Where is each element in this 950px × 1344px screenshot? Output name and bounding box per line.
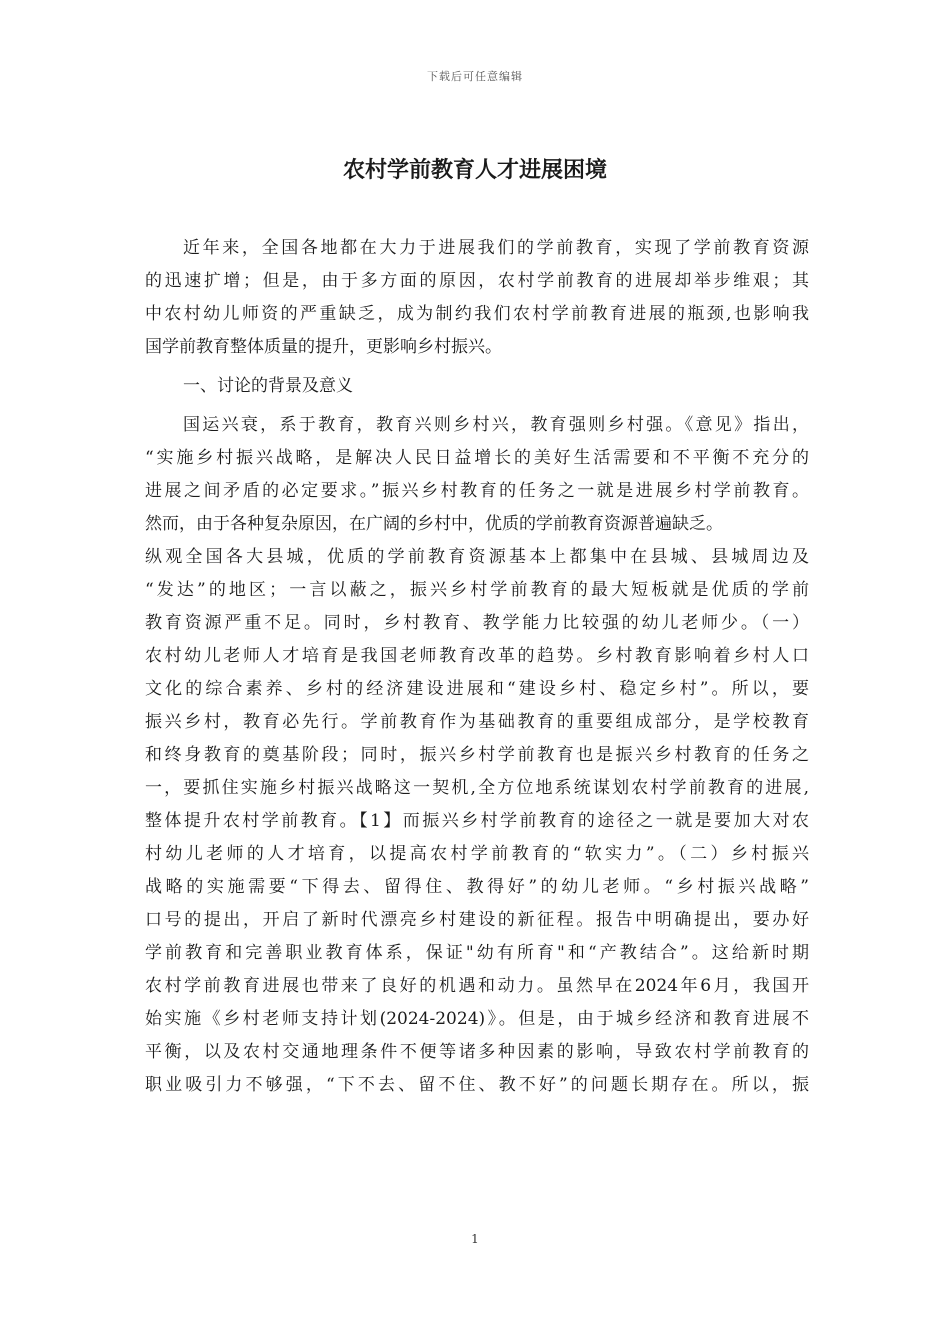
body-line: 战略的实施需要“下得去、留得住、教得好”的幼儿老师。“乡村振兴战略” bbox=[145, 877, 809, 897]
intro-line: 中农村幼儿师资的严重缺乏，成为制约我们农村学前教育进展的瓶颈,也影响我 bbox=[145, 304, 809, 324]
body-line: 教育资源严重不足。同时，乡村教育、教学能力比较强的幼儿老师少。（一） bbox=[145, 613, 809, 633]
intro-line: 的迅速扩增；但是，由于多方面的原因，农村学前教育的进展却举步维艰；其 bbox=[145, 271, 809, 291]
body-line: 纵观全国各大县城，优质的学前教育资源基本上都集中在县城、县城周边及 bbox=[145, 547, 809, 567]
header-note: 下载后可任意编辑 bbox=[427, 70, 523, 83]
body-line: “实施乡村振兴战略，是解决人民日益增长的美好生活需要和不平衡不充分的 bbox=[145, 448, 809, 468]
body-line: 平衡，以及农村交通地理条件不便等诸多种因素的影响，导致农村学前教育的 bbox=[145, 1042, 809, 1062]
body-line: 进展之间矛盾的必定要求。”振兴乡村教育的任务之一就是进展乡村学前教育。 bbox=[145, 481, 809, 501]
document-title: 农村学前教育人才进展困境 bbox=[342, 158, 607, 183]
section-heading: 一、讨论的背景及意义 bbox=[183, 376, 353, 396]
intro-line: 近年来，全国各地都在大力于进展我们的学前教育，实现了学前教育资源 bbox=[183, 238, 809, 258]
body-line: 国运兴衰，系于教育，教育兴则乡村兴，教育强则乡村强。《意见》指出， bbox=[183, 415, 809, 435]
document-body bbox=[145, 232, 809, 1102]
body-line: 和终身教育的奠基阶段；同时，振兴乡村学前教育也是振兴乡村教育的任务之 bbox=[145, 745, 809, 765]
body-line: 农村学前教育进展也带来了良好的机遇和动力。虽然早在2024年6月，我国开 bbox=[145, 976, 809, 996]
body-line: 职业吸引力不够强，“下不去、留不住、教不好”的问题长期存在。所以，振 bbox=[145, 1075, 809, 1095]
body-line: 村幼儿老师的人才培育，以提高农村学前教育的“软实力”。（二）乡村振兴 bbox=[145, 844, 809, 864]
body-line: “发达”的地区；一言以蔽之，振兴乡村学前教育的最大短板就是优质的学前 bbox=[145, 580, 809, 600]
body-line: 一，要抓住实施乡村振兴战略这一契机,全方位地系统谋划农村学前教育的进展, bbox=[145, 778, 809, 798]
page-number: 1 bbox=[471, 1232, 479, 1246]
body-line: 整体提升农村学前教育。【1】而振兴乡村学前教育的途径之一就是要加大对农 bbox=[145, 811, 809, 831]
body-line: 然而，由于各种复杂原因，在广阔的乡村中，优质的学前教育资源普遍缺乏。 bbox=[145, 514, 723, 534]
body-line: 文化的综合素养、乡村的经济建设进展和“建设乡村、稳定乡村”。所以，要 bbox=[145, 679, 809, 699]
body-line: 学前教育和完善职业教育体系，保证"幼有所育"和“产教结合”。这给新时期 bbox=[145, 943, 809, 963]
body-line: 振兴乡村，教育必先行。学前教育作为基础教育的重要组成部分，是学校教育 bbox=[145, 712, 809, 732]
body-line: 始实施《乡村老师支持计划(2024-2024)》。但是，由于城乡经济和教育进展不 bbox=[145, 1009, 809, 1029]
intro-line: 国学前教育整体质量的提升，更影响乡村振兴。 bbox=[145, 337, 502, 357]
body-line: 口号的提出，开启了新时代漂亮乡村建设的新征程。报告中明确提出，要办好 bbox=[145, 910, 809, 930]
body-line: 农村幼儿老师人才培育是我国老师教育改革的趋势。乡村教育影响着乡村人口 bbox=[145, 646, 809, 666]
